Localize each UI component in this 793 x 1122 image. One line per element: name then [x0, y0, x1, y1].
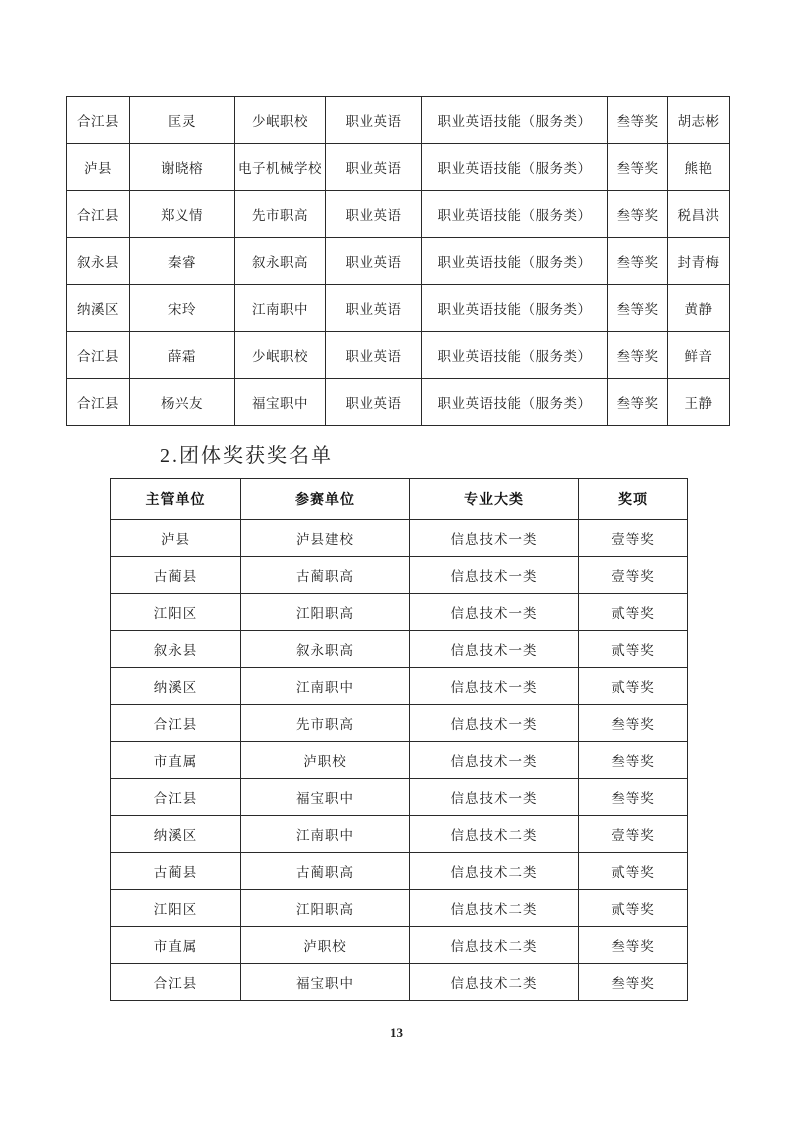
table-cell: 叁等奖 — [579, 705, 688, 742]
table-cell: 合江县 — [67, 379, 130, 426]
table-cell: 古蔺职高 — [241, 853, 410, 890]
table-cell: 泸县建校 — [241, 520, 410, 557]
table-cell: 合江县 — [111, 779, 241, 816]
table-cell: 信息技术一类 — [410, 520, 579, 557]
table-row — [111, 668, 688, 705]
table-cell: 福宝职中 — [241, 779, 410, 816]
table-cell: 少岷职校 — [235, 332, 326, 379]
table-cell: 薛霜 — [130, 332, 235, 379]
table-row — [111, 853, 688, 890]
table-cell: 壹等奖 — [579, 557, 688, 594]
table-row — [111, 520, 688, 557]
table-row — [67, 191, 730, 238]
table-cell: 叁等奖 — [579, 964, 688, 1001]
table-cell: 职业英语技能（服务类） — [422, 379, 608, 426]
table-cell: 福宝职中 — [235, 379, 326, 426]
table-cell: 江阳区 — [111, 890, 241, 927]
table-cell: 黄静 — [668, 285, 730, 332]
table-cell: 泸县 — [67, 144, 130, 191]
table-row — [111, 705, 688, 742]
table-cell: 泸职校 — [241, 742, 410, 779]
column-header-award: 奖项 — [579, 479, 688, 520]
table-cell: 叁等奖 — [608, 332, 668, 379]
table-cell: 叙永县 — [67, 238, 130, 285]
table-cell: 职业英语技能（服务类） — [422, 97, 608, 144]
table-row — [111, 927, 688, 964]
table-cell: 江南职中 — [241, 668, 410, 705]
table-cell: 职业英语技能（服务类） — [422, 144, 608, 191]
table-cell: 郑义情 — [130, 191, 235, 238]
table-cell: 叁等奖 — [608, 379, 668, 426]
header-row — [111, 479, 688, 520]
table-cell: 信息技术一类 — [410, 705, 579, 742]
group-awards-table — [110, 478, 688, 1001]
table-cell: 叁等奖 — [608, 97, 668, 144]
table-cell: 少岷职校 — [235, 97, 326, 144]
table-cell: 职业英语技能（服务类） — [422, 191, 608, 238]
table-cell: 合江县 — [67, 191, 130, 238]
table-cell: 杨兴友 — [130, 379, 235, 426]
table-cell: 职业英语 — [326, 285, 422, 332]
table-cell: 叙永职高 — [235, 238, 326, 285]
table-row — [111, 890, 688, 927]
table-cell: 信息技术一类 — [410, 557, 579, 594]
table-cell: 职业英语 — [326, 144, 422, 191]
table-cell: 古蔺县 — [111, 853, 241, 890]
table-row — [111, 631, 688, 668]
table-cell: 熊艳 — [668, 144, 730, 191]
table-cell: 江阳职高 — [241, 594, 410, 631]
table-cell: 古蔺县 — [111, 557, 241, 594]
column-header-supervising-unit: 主管单位 — [111, 479, 241, 520]
table-cell: 江南职中 — [241, 816, 410, 853]
table-row — [111, 964, 688, 1001]
table-cell: 秦睿 — [130, 238, 235, 285]
column-header-major-category: 专业大类 — [410, 479, 579, 520]
table-cell: 信息技术一类 — [410, 631, 579, 668]
table-cell: 职业英语技能（服务类） — [422, 238, 608, 285]
table-cell: 匡灵 — [130, 97, 235, 144]
table-row — [111, 557, 688, 594]
table-cell: 泸县 — [111, 520, 241, 557]
table-cell: 纳溪区 — [111, 668, 241, 705]
table-row — [67, 379, 730, 426]
table-cell: 王静 — [668, 379, 730, 426]
table-cell: 谢晓榕 — [130, 144, 235, 191]
table-cell: 电子机械学校 — [235, 144, 326, 191]
table-cell: 胡志彬 — [668, 97, 730, 144]
table-cell: 信息技术一类 — [410, 779, 579, 816]
table-cell: 鲜音 — [668, 332, 730, 379]
table-cell: 封青梅 — [668, 238, 730, 285]
table-row — [67, 144, 730, 191]
table-row — [67, 285, 730, 332]
table-cell: 贰等奖 — [579, 853, 688, 890]
table-cell: 信息技术二类 — [410, 890, 579, 927]
table-cell: 江阳区 — [111, 594, 241, 631]
table-row — [111, 742, 688, 779]
table-cell: 叁等奖 — [579, 779, 688, 816]
group-awards-table-body — [111, 520, 688, 1001]
group-awards-table-header — [111, 479, 688, 520]
table-cell: 泸职校 — [241, 927, 410, 964]
table-cell: 叁等奖 — [579, 742, 688, 779]
table-row — [111, 816, 688, 853]
table-cell: 市直属 — [111, 927, 241, 964]
table-cell: 叁等奖 — [608, 191, 668, 238]
table-cell: 叁等奖 — [608, 144, 668, 191]
table-cell: 福宝职中 — [241, 964, 410, 1001]
table-cell: 纳溪区 — [67, 285, 130, 332]
table-cell: 合江县 — [67, 97, 130, 144]
table-cell: 叁等奖 — [579, 927, 688, 964]
column-header-participating-unit: 参赛单位 — [241, 479, 410, 520]
table-row — [67, 97, 730, 144]
section-heading: 2.团体奖获奖名单 — [160, 445, 333, 467]
table-cell: 先市职高 — [235, 191, 326, 238]
table-cell: 职业英语 — [326, 97, 422, 144]
table-cell: 市直属 — [111, 742, 241, 779]
table-cell: 壹等奖 — [579, 520, 688, 557]
table-row — [111, 594, 688, 631]
table-cell: 叙永职高 — [241, 631, 410, 668]
table-cell: 信息技术二类 — [410, 853, 579, 890]
table-cell: 叁等奖 — [608, 238, 668, 285]
table-cell: 职业英语技能（服务类） — [422, 332, 608, 379]
table-cell: 江阳职高 — [241, 890, 410, 927]
table-cell: 叙永县 — [111, 631, 241, 668]
table-cell: 纳溪区 — [111, 816, 241, 853]
table-cell: 职业英语 — [326, 332, 422, 379]
table-cell: 江南职中 — [235, 285, 326, 332]
table-cell: 信息技术二类 — [410, 816, 579, 853]
table-cell: 合江县 — [67, 332, 130, 379]
table-row — [67, 332, 730, 379]
table-cell: 信息技术二类 — [410, 964, 579, 1001]
table-cell: 信息技术二类 — [410, 927, 579, 964]
individual-awards-table-body — [67, 97, 730, 426]
table-cell: 宋玲 — [130, 285, 235, 332]
table-cell: 合江县 — [111, 705, 241, 742]
table-cell: 先市职高 — [241, 705, 410, 742]
table-cell: 贰等奖 — [579, 668, 688, 705]
individual-awards-table — [66, 96, 730, 426]
table-row — [111, 779, 688, 816]
table-cell: 叁等奖 — [608, 285, 668, 332]
table-row — [67, 238, 730, 285]
table-cell: 职业英语 — [326, 379, 422, 426]
table-cell: 信息技术一类 — [410, 742, 579, 779]
table-cell: 壹等奖 — [579, 816, 688, 853]
table-cell: 信息技术一类 — [410, 668, 579, 705]
table-cell: 合江县 — [111, 964, 241, 1001]
table-cell: 贰等奖 — [579, 631, 688, 668]
table-cell: 贰等奖 — [579, 890, 688, 927]
table-cell: 信息技术一类 — [410, 594, 579, 631]
table-cell: 职业英语 — [326, 191, 422, 238]
table-cell: 古蔺职高 — [241, 557, 410, 594]
table-cell: 职业英语 — [326, 238, 422, 285]
table-cell: 贰等奖 — [579, 594, 688, 631]
table-cell: 职业英语技能（服务类） — [422, 285, 608, 332]
page-number: 13 — [390, 1025, 403, 1040]
table-cell: 税昌洪 — [668, 191, 730, 238]
